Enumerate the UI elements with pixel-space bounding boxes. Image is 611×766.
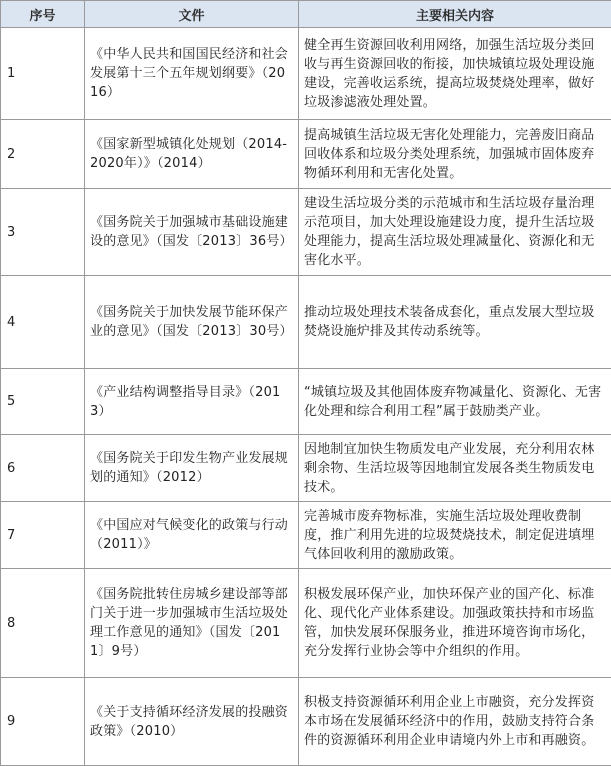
table-row [1,28,611,120]
document-title: 《国务院关于印发生物产业发展规划的通知》（2012） [85,435,299,502]
main-content: 健全再生资源回收利用网络，加强生活垃圾分类回收与再生资源回收的衔接，加快城镇垃圾处理设施建设，完善收运系统，提高垃圾焚烧处理率，做好垃圾渗滤液处理处置。 [299,28,611,120]
main-content: 积极发展环保产业，加快环保产业的国产化、标准化、现代化产业体系建设。加强政策扶持和市场监管，加快发展环保服务业，推进环境咨询市场化，充分发挥行业协会等中介组织的作用。 [299,569,611,678]
document-title: 《中国应对气候变化的政策与行动（2011）》 [85,502,299,569]
main-content: 建设生活垃圾分类的示范城市和生活垃圾存量治理示范项目，加大处理设施建设力度，提升生活垃圾处理能力，提高生活垃圾处理减量化、资源化和无害化水平。 [299,189,611,276]
document-title: 《国家新型城镇化处规划（2014-2020年）》（2014） [85,120,299,189]
row-number: 1 [1,28,85,120]
main-content: 提高城镇生活垃圾无害化处理能力，完善废旧商品回收体系和垃圾分类处理系统，加强城市固体废弃物循环利用和无害化处置。 [299,120,611,189]
main-content: 推动垃圾处理技术装备成套化，重点发展大型垃圾焚烧设施炉排及其传动系统等。 [299,276,611,369]
main-content: “城镇垃圾及其他固体废弃物减量化、资源化、无害化处理和综合利用工程”属于鼓励类产业。 [299,369,611,435]
row-number: 6 [1,435,85,502]
main-content: 完善城市废弃物标准，实施生活垃圾处理收费制度，推广利用先进的垃圾焚烧技术，制定促进填埋气体回收利用的激励政策。 [299,502,611,569]
header-row [1,1,611,28]
header-number: 序号 [1,1,85,28]
document-title: 《产业结构调整指导目录》（2013） [85,369,299,435]
row-number: 2 [1,120,85,189]
row-number: 7 [1,502,85,569]
table-row [1,120,611,189]
table-row [1,678,611,766]
table-row [1,189,611,276]
row-number: 3 [1,189,85,276]
row-number: 8 [1,569,85,678]
row-number: 5 [1,369,85,435]
document-title: 《国务院批转住房城乡建设部等部门关于进一步加强城市生活垃圾处理工作意见的通知》（国发〔2011〕9号） [85,569,299,678]
main-content: 积极支持资源循环利用企业上市融资，充分发挥资本市场在发展循环经济中的作用，鼓励支持符合条件的资源循环利用企业申请境内外上市和再融资。 [299,678,611,766]
row-number: 4 [1,276,85,369]
main-content: 因地制宜加快生物质发电产业发展，充分利用农林剩余物、生活垃圾等因地制宜发展各类生物质发电技术。 [299,435,611,502]
table-row [1,569,611,678]
table-row [1,502,611,569]
document-title: 《国务院关于加快发展节能环保产业的意见》（国发〔2013〕30号） [85,276,299,369]
document-title: 《国务院关于加强城市基础设施建设的意见》（国发〔2013〕36号） [85,189,299,276]
row-number: 9 [1,678,85,766]
header-content: 主要相关内容 [299,1,611,28]
table-row [1,369,611,435]
header-document: 文件 [85,1,299,28]
table-row [1,276,611,369]
document-title: 《中华人民共和国国民经济和社会发展第十三个五年规划纲要》（2016） [85,28,299,120]
table-row [1,435,611,502]
document-title: 《关于支持循环经济发展的投融资政策》（2010） [85,678,299,766]
